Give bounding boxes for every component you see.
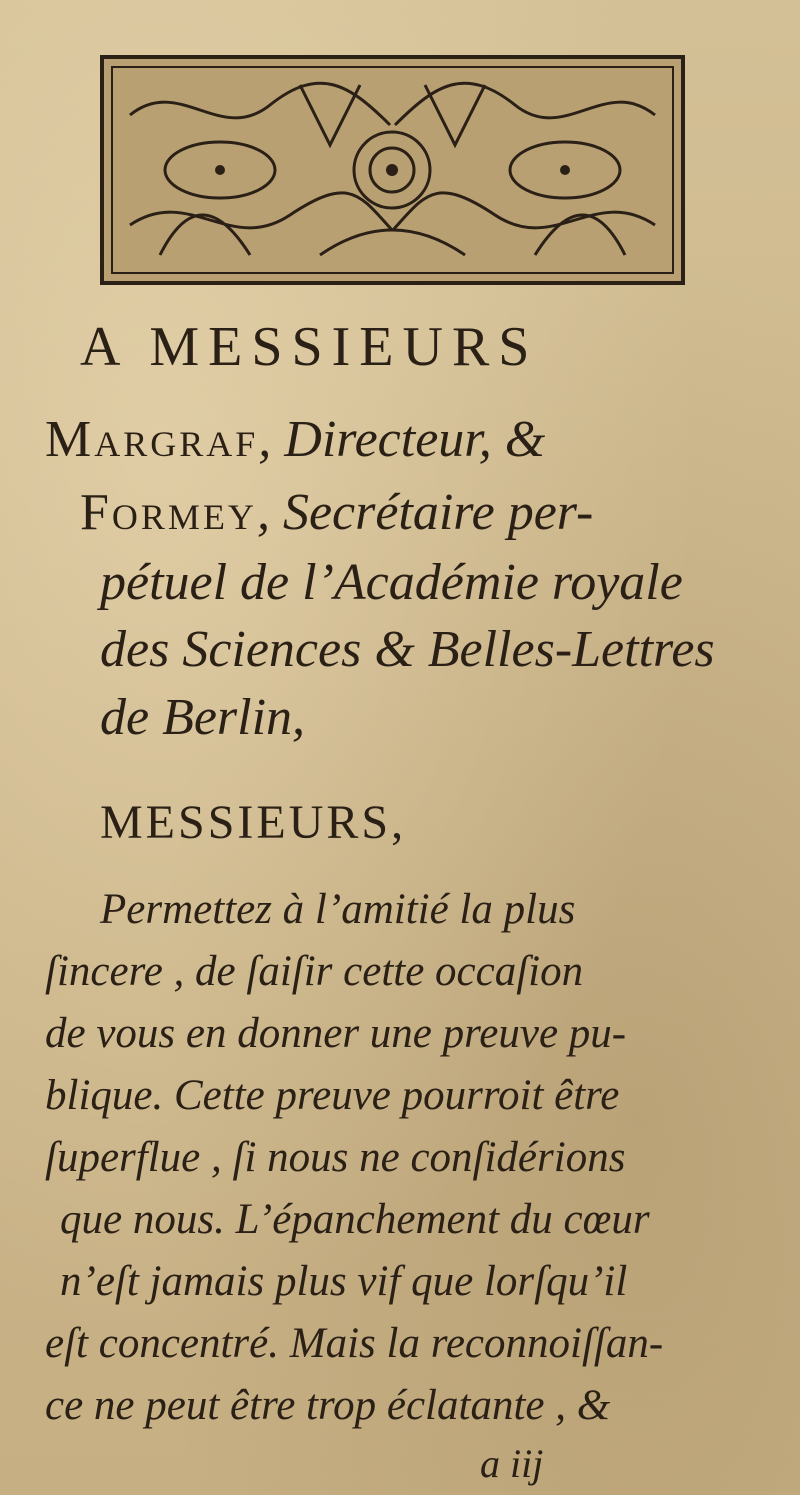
addressee-title-1: , Directeur, & xyxy=(258,411,546,468)
body-line: ſincere , de ſaiſir cette occaſion xyxy=(45,948,584,995)
body-line: eſt concentré. Mais la reconnoiſſan- xyxy=(45,1320,664,1367)
signature-mark: a iij xyxy=(480,1441,544,1486)
addressee-title-2: , Secrétaire per- xyxy=(256,484,594,541)
addressee-line-2 xyxy=(80,483,593,542)
addressee-line-4: des Sciences & Belles-Lettres xyxy=(100,621,715,678)
body-line: Permettez à l’amitié la plus xyxy=(100,886,576,933)
body-line: que nous. L’épanchement du cœur xyxy=(60,1196,650,1243)
floral-headpiece-ornament-icon xyxy=(100,55,685,285)
body-line: de vous en donner une preuve pu- xyxy=(45,1010,627,1057)
body-line: blique. Cette preuve pourroit être xyxy=(45,1072,620,1119)
addressee-name-formey: Formey xyxy=(80,484,257,541)
dedication-heading: A MESSIEURS xyxy=(80,316,539,378)
addressee-name-margraf: Margraf xyxy=(45,411,259,468)
addressee-line-3: pétuel de l’Académie royale xyxy=(100,554,683,611)
salutation: MESSIEURS, xyxy=(100,796,407,849)
body-line: ce ne peut être trop éclatante , & xyxy=(45,1382,611,1429)
body-line: n’eſt jamais plus vif que lorſqu’il xyxy=(60,1258,628,1305)
addressee-line-5: de Berlin, xyxy=(100,689,306,746)
body-line: ſuperflue , ſi nous ne conſidérions xyxy=(45,1134,626,1181)
addressee-line-1 xyxy=(45,410,545,469)
